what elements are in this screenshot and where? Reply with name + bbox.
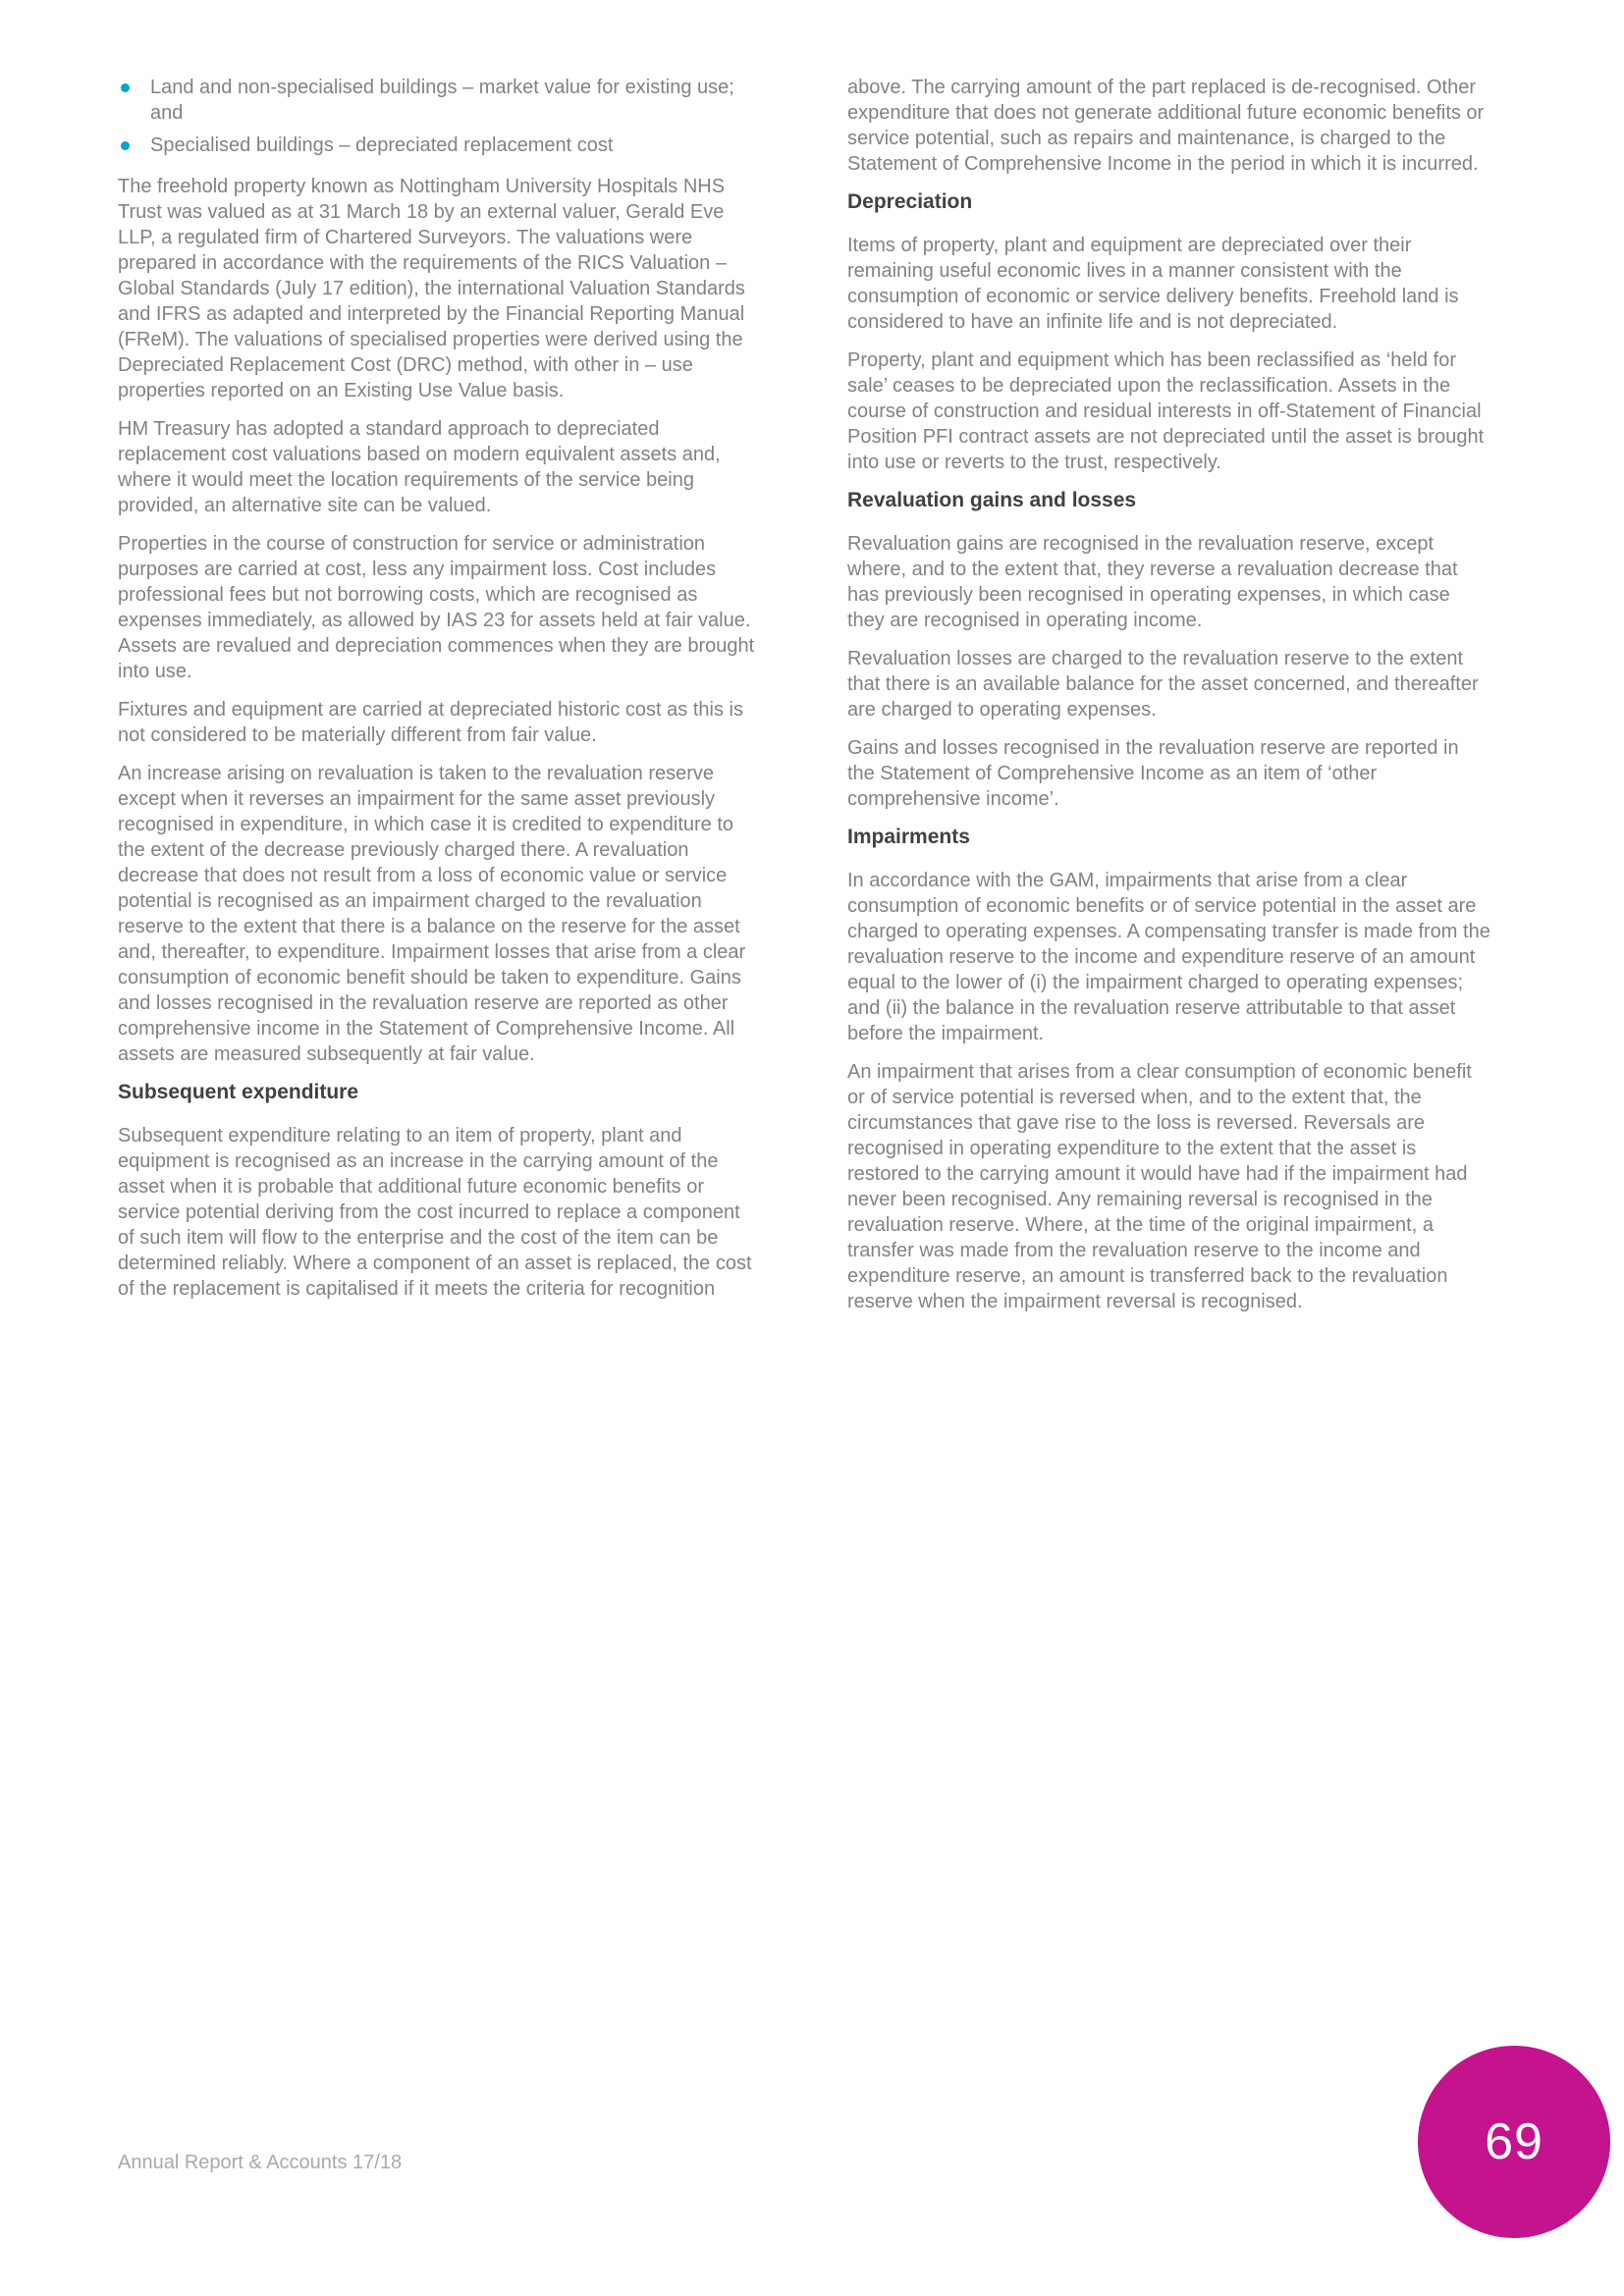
paragraph: HM Treasury has adopted a standard approach to depreciated replacement cost valuations based on modern equivalent assets and, where it would meet the location requirements of the service being provided, an alternative site can be valued. [118,418,721,516]
paragraph: An increase arising on revaluation is taken to the revaluation reserve except when it reverses an impairment for the same asset previously recognised in expenditure, in which case it is credited to expenditure to the extent of the decrease previously charged there. A revaluation decrease that does not result from a loss of economic value or service potential is recognised as an impairment charged to the revaluation reserve to the extent that there is a balance on the reserve for the asset and, thereafter, to expenditure. Impairment losses that arise from a clear consumption of economic benefit should be taken to expenditure. Gains and losses recognised in the revaluation reserve are reported as other comprehensive income in the Statement of Comprehensive Income. All assets are measured subsequently at fair value. [118,763,746,1065]
bullet-icon [121,141,130,150]
paragraph: Property, plant and equipment which has been reclassified as ‘held for sale’ ceases to be depreciated upon the reclassification. Assets in the course of construction and residual interests in off-Statement of Financial Position PFI contract assets are not depreciated until the asset is brought into use or reverts to the trust, respectively. [847,349,1485,473]
list-item-text: Land and non-specialised buildings – market value for existing use; and [150,77,734,124]
bullet-icon [121,83,130,92]
right-column [847,75,1490,1327]
paragraph: Revaluation gains are recognised in the revaluation reserve, except where, and to the extent that, they reverse a revaluation decrease that has previously been recognised in operating expenses, in which case they are recognised in operating income. [847,533,1458,631]
section-heading-subsequent-expenditure: Subsequent expenditure [118,1081,359,1103]
list-item [118,75,761,126]
paragraph: An impairment that arises from a clear consumption of economic benefit or of service potential is reversed when, and to the extent that, the circumstances that gave rise to the loss is reversed. Reversals are recognised in operating expenditure to the extent that the asset is restored to the carrying amount it would have had if the impairment had never been recognised. Any remaining reversal is recognised in the revaluation reserve. Where, at the time of the original impairment, a transfer was made from the revaluation reserve to the income and expenditure reserve, an amount is transferred back to the revaluation reserve when the impairment reversal is recognised. [847,1061,1472,1312]
section-heading-impairments: Impairments [847,826,970,848]
page-number-badge [1418,2046,1610,2238]
page-number: 69 [1485,2113,1543,2170]
list-item-text: Specialised buildings – depreciated replacement cost [150,134,614,156]
two-column-layout [118,75,1490,1327]
paragraph: Gains and losses recognised in the revaluation reserve are reported in the Statement of Comprehensive Income as an item of ‘other comprehensive income’. [847,737,1459,810]
paragraph: Revaluation losses are charged to the revaluation reserve to the extent that there is an available balance for the asset concerned, and thereafter are charged to operating expenses. [847,648,1479,721]
section-heading-revaluation-gains-and-losses: Revaluation gains and losses [847,489,1137,511]
paragraph: In accordance with the GAM, impairments that arise from a clear consumption of economic benefits or of service potential in the asset are charged to operating expenses. A compensating transfer is made from the revaluation reserve to the income and expenditure reserve of an amount equal to the lower of (i) the impairment charged to operating expenses; and (ii) the balance in the revaluation reserve attributable to that asset before the impairment. [847,870,1490,1044]
section-heading-depreciation: Depreciation [847,190,973,213]
paragraph: above. The carrying amount of the part replaced is de-recognised. Other expenditure that does not generate additional future economic benefits or service potential, such as repairs and maintenance, is charged to the Statement of Comprehensive Income in the period in which it is incurred. [847,77,1485,175]
paragraph: Items of property, plant and equipment are depreciated over their remaining useful economic lives in a manner consistent with the consumption of economic or service delivery benefits. Freehold land is considered to have an infinite life and is not depreciated. [847,235,1459,333]
left-column [118,75,761,1327]
paragraph: Subsequent expenditure relating to an item of property, plant and equipment is recognised as an increase in the carrying amount of the asset when it is probable that additional future economic benefits or service potential deriving from the cost incurred to replace a component of such item will flow to the enterprise and the cost of the item can be determined reliably. Where a component of an asset is replaced, the cost of the replacement is capitalised if it meets the criteria for recognition [118,1125,752,1300]
list-item [118,133,761,158]
paragraph: The freehold property known as Nottingham University Hospitals NHS Trust was valued as at 31 March 18 by an external valuer, Gerald Eve LLP, a regulated firm of Chartered Surveyors. The valuations were prepared in accordance with the requirements of the RICS Valuation – Global Standards (July 17 edition), the international Valuation Standards and IFRS as adapted and interpreted by the Financial Reporting Manual (FReM). The valuations of specialised properties were derived using the Depreciated Replacement Cost (DRC) method, with other in – use properties reported on an Existing Use Value basis. [118,176,745,401]
page-footer: Annual Report & Accounts 17/18 [118,2152,403,2173]
paragraph: Properties in the course of construction for service or administration purposes are carried at cost, less any impairment loss. Cost includes professional fees but not borrowing costs, which are recognised as expenses immediately, as allowed by IAS 23 for assets held at fair value. Assets are revalued and depreciation commences when they are brought into use. [118,533,755,682]
bullet-list [118,75,761,158]
paragraph: Fixtures and equipment are carried at depreciated historic cost as this is not considered to be materially different from fair value. [118,699,743,746]
